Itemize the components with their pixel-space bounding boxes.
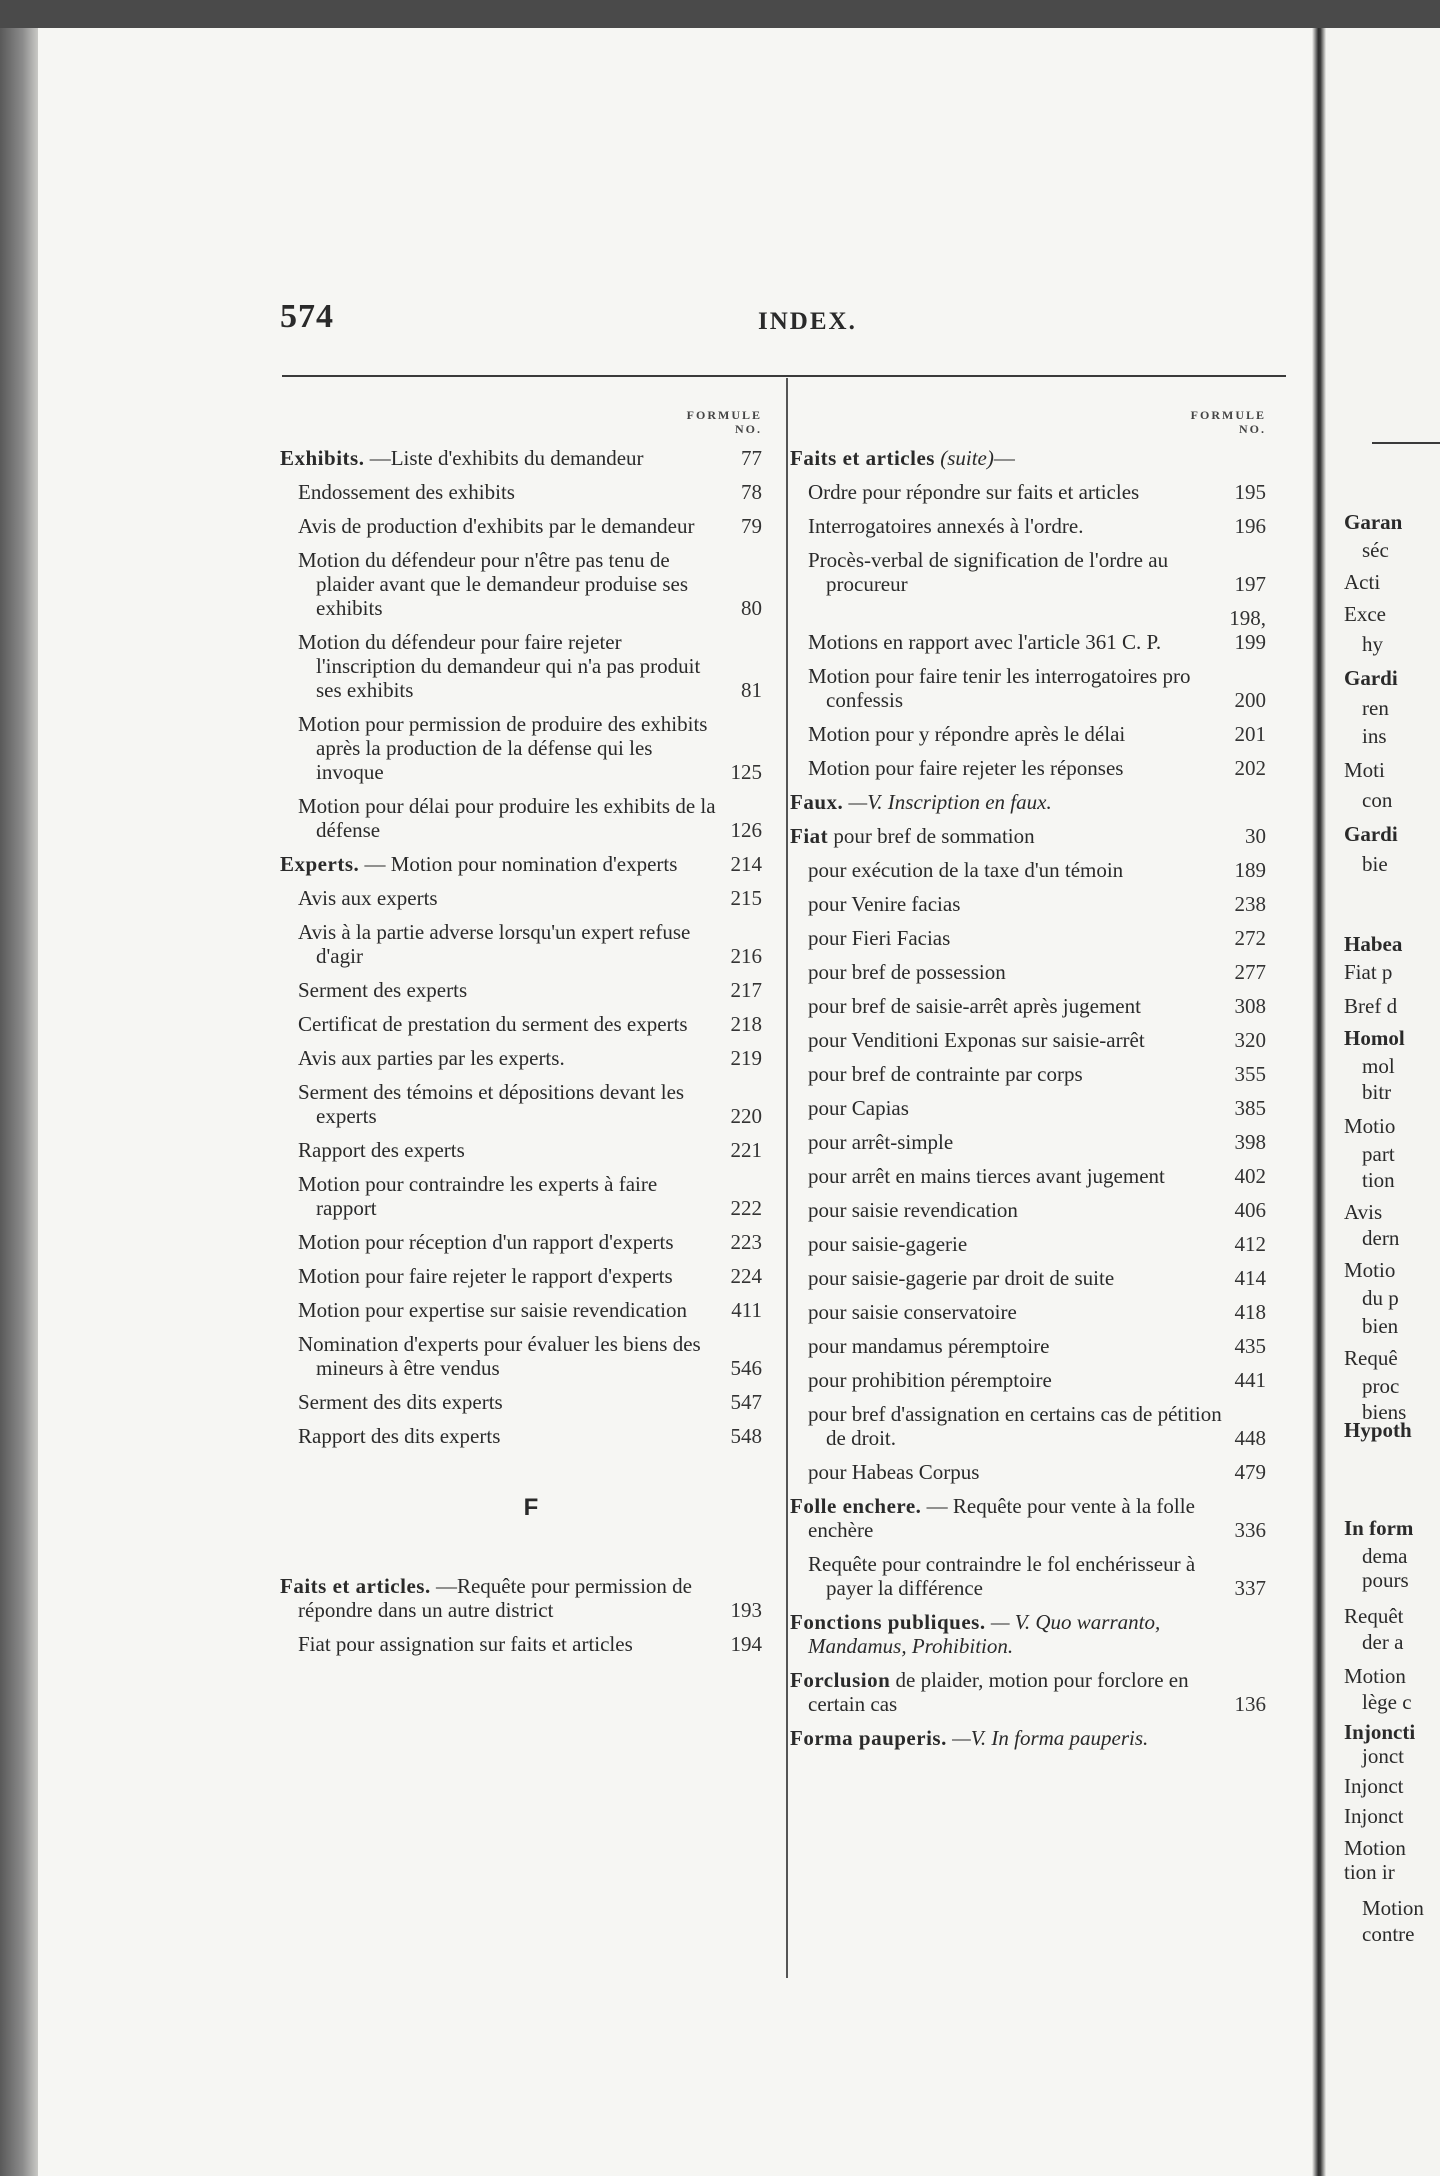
index-entry [280,920,762,968]
index-entry-text [280,712,722,784]
adjacent-page-text: séc [1362,538,1389,562]
index-description: Serment des témoins et dépositions devant les experts [298,1080,685,1128]
index-heading: Fonctions publiques. [790,1610,986,1634]
index-entry-text [280,1390,722,1414]
index-entry-text [280,1332,722,1380]
index-entry-text [790,446,1226,470]
adjacent-page-text: pours [1362,1568,1409,1592]
adjacent-page-text: Motion [1344,1836,1406,1860]
index-entry-text [790,1402,1226,1450]
adjacent-page-text: Avis [1344,1200,1383,1224]
column-separator [786,378,788,1978]
formule-number: 308 [1234,994,1266,1018]
formule-number: 196 [1234,514,1266,538]
index-entry-text [280,446,722,470]
index-description: pour Capias [808,1096,909,1120]
index-description: pour Fieri Facias [808,926,951,950]
index-description: pour bref de possession [808,960,1006,984]
formule-number: 201 [1234,722,1266,746]
formule-number: 126 [730,818,762,842]
index-entry [790,892,1266,916]
index-description: pour Venditioni Exponas sur saisie-arrêt [808,1028,1145,1052]
index-description: Nomination d'experts pour évaluer les biens des mineurs à être vendus [298,1332,701,1380]
column-header-formule: FORMULE NO. [686,408,762,436]
index-entry [790,1610,1242,1658]
formule-number: 272 [1234,926,1266,950]
formule-number: 479 [1234,1460,1266,1484]
index-entry-text [280,1298,722,1322]
index-description: Fiat pour assignation sur faits et articles [298,1632,633,1656]
adjacent-page-text: der a [1362,1630,1404,1654]
index-entry [790,722,1266,746]
index-entry [790,926,1266,950]
index-entry-text [790,1460,1226,1484]
index-entry-text [790,960,1226,984]
index-description: pour bref d'assignation en certains cas de pétition de droit. [808,1402,1222,1450]
adjacent-page-text: dern [1362,1226,1400,1250]
index-entry-text [790,1368,1226,1392]
index-entry [280,886,762,910]
index-entry-text [280,920,722,968]
index-entry-text [280,1012,722,1036]
index-entry-text [790,926,1226,950]
index-heading: Faux. [790,790,844,814]
index-description: —Liste d'exhibits du demandeur [369,446,644,470]
index-entry [790,514,1266,538]
index-entry [280,978,762,1002]
index-entry-text [790,1610,1226,1658]
index-heading-qualifier: (suite) [940,446,994,470]
adjacent-page-text: du p [1362,1286,1399,1310]
adjacent-page-text: Requê [1344,1346,1398,1370]
index-entry-text [280,978,722,1002]
formule-number: 406 [1234,1198,1266,1222]
formule-number: 224 [730,1264,762,1288]
index-entry [790,1096,1266,1120]
adjacent-page-text: Hypoth [1344,1418,1412,1442]
formule-number: 548 [730,1424,762,1448]
adjacent-page-text: Gardi [1344,822,1398,846]
index-entry [790,824,1266,848]
index-entry [790,1668,1266,1716]
index-heading: Faits et articles [790,446,935,470]
formule-number: 30 [1245,824,1266,848]
index-description: pour saisie revendication [808,1198,1018,1222]
index-entry-text [790,1334,1226,1358]
adjacent-page-text: tion [1362,1168,1395,1192]
index-entry-text [280,1046,722,1070]
index-entry-text [790,756,1226,780]
formule-number: 202 [1234,756,1266,780]
index-entry-text [280,1230,722,1254]
index-entry-text [280,480,722,504]
index-entry-text [790,1096,1226,1120]
adjacent-page-text: jonct [1362,1744,1404,1768]
index-entry-text [280,794,722,842]
index-description: —Requête pour permission de répondre dans un autre district [298,1574,692,1622]
index-entry [790,1402,1266,1450]
index-entry [280,446,762,470]
index-entry [790,1494,1266,1542]
index-description: pour Venire facias [808,892,961,916]
index-entry-text [280,548,722,620]
adjacent-page-text: Requêt [1344,1604,1404,1628]
index-description: —V. Inscription en faux. [848,790,1052,814]
formule-number: 200 [1234,688,1266,712]
page-gutter [1312,28,1326,2176]
index-description: pour bref de saisie-arrêt après jugement [808,994,1141,1018]
index-description: Motion pour permission de produire des exhibits après la production de la défense qui les invoque [298,712,708,784]
index-description: Avis aux experts [298,886,438,910]
adjacent-page-text: In form [1344,1516,1414,1540]
formule-number: 355 [1234,1062,1266,1086]
index-heading: Experts. [280,852,360,876]
adjacent-page-text: Injonct [1344,1804,1404,1828]
index-entry-text [790,1062,1226,1086]
index-entry [280,630,762,702]
formule-number: 414 [1234,1266,1266,1290]
index-description: Motion pour y répondre après le délai [808,722,1126,746]
adjacent-page-text: Injonct [1344,1774,1404,1798]
index-entry [280,1332,762,1380]
index-entry-text [790,1552,1226,1600]
formule-number: 277 [1234,960,1266,984]
formule-number: 189 [1234,858,1266,882]
index-description: pour bref de sommation [833,824,1035,848]
index-heading: Forclusion [790,1668,891,1692]
index-entry [280,1632,762,1656]
formule-number: 217 [730,978,762,1002]
adjacent-page-text: hy [1362,632,1383,656]
index-description: pour bref de contrainte par corps [808,1062,1083,1086]
index-entry-text [790,1130,1226,1154]
adjacent-page-text: bie [1362,852,1388,876]
formule-number: 411 [731,1298,762,1322]
adjacent-page-text: lège c [1362,1690,1412,1714]
adjacent-page-text: Motion [1362,1896,1424,1920]
formule-number: 136 [1234,1692,1266,1716]
index-description: Procès-verbal de signification de l'ordre au procureur [808,548,1169,596]
index-entry [280,480,762,504]
index-entry [790,548,1266,596]
index-entry-text [790,1232,1226,1256]
formule-number: 398 [1234,1130,1266,1154]
formule-number: 418 [1234,1300,1266,1324]
index-column-left [280,408,762,1666]
index-entry [280,712,762,784]
index-heading: Folle enchere. [790,1494,922,1518]
index-entry [280,1172,762,1220]
formule-number: 402 [1234,1164,1266,1188]
adjacent-page-text: Gardi [1344,666,1398,690]
index-description: Motion pour délai pour produire les exhibits de la défense [298,794,716,842]
index-entry [280,1424,762,1448]
index-entry-text [790,1300,1226,1324]
adjacent-page-text: Habea [1344,932,1403,956]
index-entry [280,1046,762,1070]
formule-number: 435 [1234,1334,1266,1358]
index-entry-text [790,1266,1226,1290]
index-entry-text [790,892,1226,916]
formule-number: 412 [1234,1232,1266,1256]
formule-number: 219 [730,1046,762,1070]
adjacent-page-text: Motio [1344,1114,1396,1138]
index-entry [790,606,1266,654]
adjacent-page-fragment [1326,28,1440,2176]
index-heading: Exhibits. [280,446,365,470]
index-entry [790,1266,1266,1290]
index-entry-text [280,886,722,910]
index-description: Ordre pour répondre sur faits et articles [808,480,1140,504]
adjacent-page-text: Fiat p [1344,960,1393,984]
index-entry-text [280,514,722,538]
index-entry [790,790,1242,814]
formule-number: 195 [1234,480,1266,504]
index-description: — Requête pour vente à la folle enchère [808,1494,1195,1542]
index-entry-text [790,664,1226,712]
index-description: — Motion pour nomination d'experts [364,852,678,876]
formule-number: 216 [730,944,762,968]
index-description: — V. Quo warranto, Mandamus, Prohibition. [808,1610,1161,1658]
index-entry [790,1232,1266,1256]
index-entry [280,794,762,842]
index-description: Serment des experts [298,978,468,1002]
adjacent-page-text: proc [1362,1374,1400,1398]
index-entry-text [790,1164,1226,1188]
index-description: Avis de production d'exhibits par le demandeur [298,514,695,538]
index-entry [280,1230,762,1254]
index-description: Requête pour contraindre le fol enchérisseur à payer la différence [808,1552,1196,1600]
index-entry [790,1334,1266,1358]
index-entry [280,1138,762,1162]
formule-number: 336 [1234,1518,1266,1542]
formule-number: 223 [730,1230,762,1254]
page-title: INDEX. [758,308,857,335]
adjacent-page-text: contre [1362,1922,1415,1946]
formule-number: 215 [730,886,762,910]
index-entry [790,1164,1266,1188]
index-entry [280,1390,762,1414]
formule-number: 80 [741,596,762,620]
index-heading: Fiat [790,824,829,848]
formule-number: 238 [1234,892,1266,916]
index-entry [790,446,1242,470]
index-heading: Forma pauperis. [790,1726,947,1750]
formule-number: 385 [1234,1096,1266,1120]
index-entry [280,1080,762,1128]
index-entry-text [280,1264,722,1288]
index-entry-text [790,1028,1226,1052]
formule-number: 441 [1234,1368,1266,1392]
adjacent-page-text: Bref d [1344,994,1398,1018]
index-entry-text [790,722,1226,746]
book-spine-edge [0,28,38,2176]
index-entry [790,1368,1266,1392]
index-description: — [993,446,1015,470]
index-description: Motion du défendeur pour faire rejeter l'inscription du demandeur qui n'a pas produit ses exhibits [298,630,701,702]
index-entry-text [790,1668,1226,1716]
index-description: pour arrêt en mains tierces avant jugement [808,1164,1165,1188]
column-header-formule: FORMULE NO. [1190,408,1266,436]
formule-number: 546 [730,1356,762,1380]
index-entry [280,1574,762,1622]
adjacent-page-text: bitr [1362,1080,1392,1104]
formule-number: 198, 199 [1229,606,1266,654]
index-entry-text [790,994,1226,1018]
formule-number: 193 [730,1598,762,1622]
index-entry-text [280,1138,722,1162]
index-entry [790,1028,1266,1052]
index-entry-text [790,514,1226,538]
formule-number: 220 [730,1104,762,1128]
index-description: pour prohibition péremptoire [808,1368,1052,1392]
index-entry-text [280,1632,722,1656]
page-number: 574 [280,298,334,335]
formule-number: 222 [730,1196,762,1220]
adjacent-page-text: ins [1362,724,1387,748]
adjacent-page-text: tion ir [1344,1860,1395,1884]
index-description: pour saisie-gagerie par droit de suite [808,1266,1115,1290]
index-entry-text [790,548,1226,596]
adjacent-header-rule [1372,442,1440,444]
formule-number: 77 [741,446,762,470]
index-description: pour mandamus péremptoire [808,1334,1050,1358]
index-description: Motion pour faire rejeter le rapport d'experts [298,1264,673,1288]
index-entry [280,1298,762,1322]
index-entry-text [790,824,1226,848]
index-entry [280,852,762,876]
index-entry-text [790,1198,1226,1222]
adjacent-page-text: Injoncti [1344,1720,1416,1744]
index-description: Serment des dits experts [298,1390,503,1414]
adjacent-page-text: mol [1362,1054,1395,1078]
index-description: Motion pour faire tenir les interrogatoires pro confessis [808,664,1191,712]
section-letter: F [523,1494,539,1521]
index-entry-text [790,790,1226,814]
index-description: Rapport des dits experts [298,1424,501,1448]
index-description: Endossement des exhibits [298,480,515,504]
formule-number: 221 [730,1138,762,1162]
index-entry-text [790,1726,1226,1750]
index-description: Motion pour contraindre les experts à faire rapport [298,1172,658,1220]
index-description: —V. In forma pauperis. [952,1726,1149,1750]
index-entry [280,514,762,538]
index-entry [790,858,1266,882]
index-description: Interrogatoires annexés à l'ordre. [808,514,1084,538]
formule-number: 79 [741,514,762,538]
formule-number: 125 [730,760,762,784]
index-description: pour arrêt-simple [808,1130,954,1154]
adjacent-page-text: bien [1362,1314,1399,1338]
index-entry-text [790,858,1226,882]
adjacent-page-text: con [1362,788,1393,812]
index-entry [790,994,1266,1018]
formule-number: 320 [1234,1028,1266,1052]
adjacent-page-text: Motio [1344,1258,1396,1282]
scan-border-top [0,0,1440,28]
adjacent-page-text: Homol [1344,1026,1405,1050]
formule-number: 78 [741,480,762,504]
index-column-right [790,408,1266,1760]
index-entry [790,1726,1242,1750]
index-description: Motion pour expertise sur saisie revendication [298,1298,687,1322]
index-entry [790,756,1266,780]
index-entry [280,1264,762,1288]
index-entry-text [790,480,1226,504]
header-rule [282,375,1286,377]
adjacent-page-text: Motion [1344,1664,1406,1688]
index-entry-text [280,630,722,702]
index-entry-text [280,852,722,876]
index-entry [280,548,762,620]
index-description: pour saisie-gagerie [808,1232,968,1256]
index-entry [790,1130,1266,1154]
index-entry-text [280,1172,722,1220]
index-entry-text [280,1080,722,1128]
formule-number: 197 [1234,572,1266,596]
formule-number: 81 [741,678,762,702]
index-entry [790,480,1266,504]
index-description: Motion du défendeur pour n'être pas tenu de plaider avant que le demandeur produise ses exhibits [298,548,689,620]
index-entry-text [790,630,1226,654]
index-entry [790,1460,1266,1484]
index-description: pour exécution de la taxe d'un témoin [808,858,1124,882]
index-description: Avis à la partie adverse lorsqu'un expert refuse d'agir [298,920,691,968]
index-description: Motion pour faire rejeter les réponses [808,756,1124,780]
index-description: Motions en rapport avec l'article 361 C. P. [808,630,1162,654]
index-entry [790,1198,1266,1222]
index-entry-text [280,1424,722,1448]
adjacent-page-text: Acti [1344,570,1381,594]
adjacent-page-text: Exce [1344,602,1386,626]
formule-number: 218 [730,1012,762,1036]
index-entry-text [790,1494,1226,1542]
adjacent-page-text: Moti [1344,758,1385,782]
index-description: de plaider, motion pour forclore en certain cas [808,1668,1189,1716]
formule-number: 448 [1234,1426,1266,1450]
index-description: Certificat de prestation du serment des experts [298,1012,688,1036]
index-entry [790,1062,1266,1086]
adjacent-page-text: Garan [1344,510,1403,534]
index-description: Rapport des experts [298,1138,465,1162]
formule-number: 214 [730,852,762,876]
formule-number: 337 [1234,1576,1266,1600]
index-entry [790,1300,1266,1324]
index-entry [790,664,1266,712]
formule-number: 547 [730,1390,762,1414]
adjacent-page-text: dema [1362,1544,1408,1568]
index-entry [790,960,1266,984]
index-entry [280,1012,762,1036]
index-description: Motion pour réception d'un rapport d'experts [298,1230,674,1254]
index-description: pour saisie conservatoire [808,1300,1017,1324]
adjacent-page-text: part [1362,1142,1395,1166]
index-description: pour Habeas Corpus [808,1460,980,1484]
index-heading: Faits et articles. [280,1574,431,1598]
index-entry-text [280,1574,722,1622]
adjacent-page-text: biens [1362,1400,1407,1424]
index-description: Avis aux parties par les experts. [298,1046,565,1070]
adjacent-page-text: ren [1362,696,1389,720]
index-entry [790,1552,1266,1600]
formule-number: 194 [730,1632,762,1656]
